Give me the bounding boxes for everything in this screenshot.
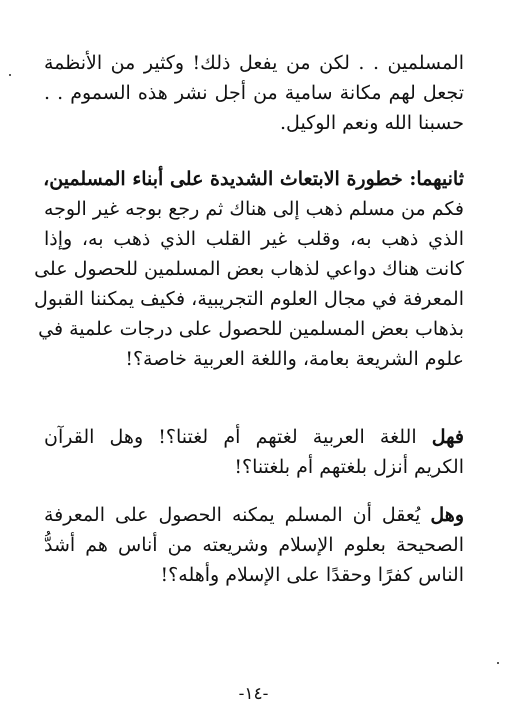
paragraph-1 xyxy=(44,48,464,138)
text-line: كانت هناك دواعي لذهاب بعض المسلمين للحصول على xyxy=(34,258,464,280)
scan-speck xyxy=(497,662,499,664)
text-segment: يُعقل أن المسلم يمكنه الحصول على المعرفة xyxy=(44,504,431,526)
text-line: علوم الشريعة بعامة، واللغة العربية خاصة؟! xyxy=(125,348,464,370)
paragraph-lead: فهل xyxy=(431,426,464,448)
paragraph-3 xyxy=(44,422,464,482)
text-segment: خطورة الابتعاث الشديدة على أبناء المسلمين، xyxy=(43,168,410,190)
text-line: الصحيحة بعلوم الإسلام وشريعته من أناس هم أشدُّ xyxy=(44,534,464,556)
scan-speck xyxy=(9,74,11,76)
text-line: الناس كفرًا وحقدًا على الإسلام وأهله؟! xyxy=(160,564,464,586)
text-line xyxy=(44,422,464,452)
paragraph-lead: ثانيهما: xyxy=(409,168,464,190)
text-line: بذهاب بعض المسلمين للحصول على درجات علمية في xyxy=(38,318,464,340)
text-line: الذي ذهب به، وقلب غير القلب الذي ذهب به، وإذا xyxy=(44,228,464,250)
text-line: تجعل لهم مكانة سامية من أجل نشر هذه السموم . . xyxy=(44,82,464,104)
paragraph-2 xyxy=(34,164,464,374)
text-line: المسلمين . . لكن من يفعل ذلك! وكثير من الأنظمة xyxy=(44,52,464,74)
paragraph-lead: وهل xyxy=(430,504,464,526)
text-segment: اللغة العربية لغتهم أم لغتنا؟! وهل القرآن xyxy=(44,426,432,448)
text-line xyxy=(44,500,464,530)
text-line: المعرفة في مجال العلوم التجريبية، فكيف يمكننا القبول xyxy=(34,288,464,310)
paragraph-4 xyxy=(44,500,464,590)
text-line xyxy=(44,164,464,194)
text-line: الكريم أنزل بلغتهم أم بلغتنا؟! xyxy=(234,456,464,478)
text-line: حسبنا الله ونعم الوكيل. xyxy=(280,112,464,134)
page-number: -١٤- xyxy=(238,684,269,704)
text-line: فكم من مسلم ذهب إلى هناك ثم رجع بوجه غير الوجه xyxy=(44,198,464,220)
